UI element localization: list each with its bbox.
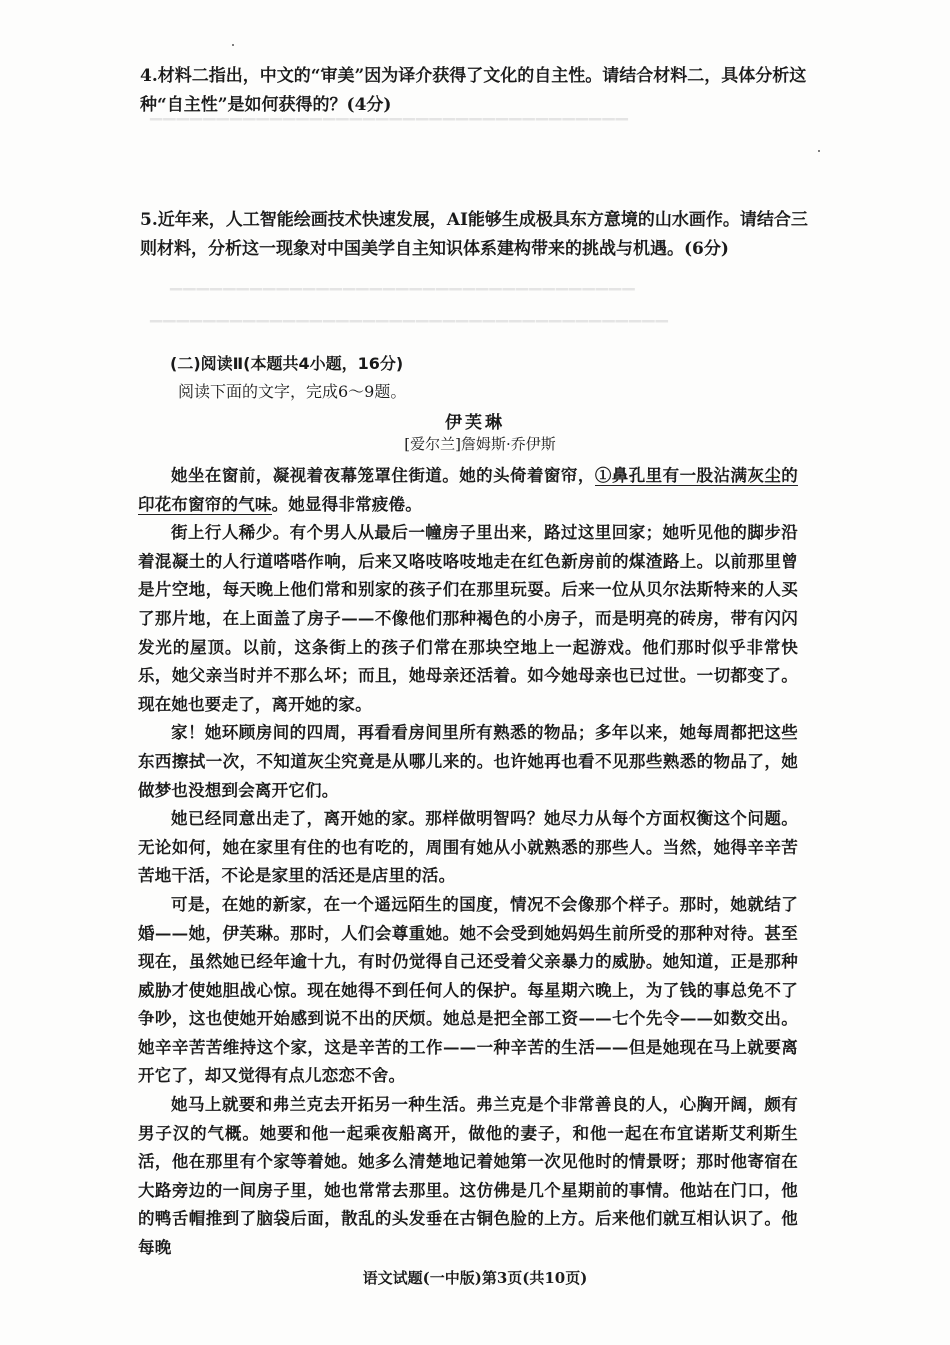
paragraph-text: 她坐在窗前，凝视着夜幕笼罩住街道。她的头倚着窗帘，	[171, 466, 595, 485]
story-title: 伊芙琳	[445, 413, 505, 433]
scan-speck	[818, 150, 820, 152]
question-number: 5.	[140, 210, 158, 230]
story-body	[138, 462, 798, 1263]
bleed-through-texture: ▔▔▔▔▔▔▔▔▔▔▔▔▔▔▔▔▔▔▔▔▔▔▔▔▔▔▔▔▔▔▔▔▔▔▔▔	[150, 118, 629, 137]
story-paragraph: 街上行人稀少。有个男人从最后一幢房子里出来，路过这里回家；她听见他的脚步沿着混凝土的人行道嗒嗒作响，后来又咯吱咯吱地走在红色新房前的煤渣路上。以前那里曾是片空地，每天晚上他们常和别家的孩子们在那里玩耍。后来一位从贝尔法斯特来的人买了那片地，在上面盖了房子——不像他们那种褐色的小房子，而是明亮的砖房，带有闪闪发光的屋顶。以前，这条街上的孩子们常在那块空地上一起游戏。他们那时似乎非常快乐，她父亲当时并不那么坏；而且，她母亲还活着。如今她母亲也已过世。一切都变了。现在她也要走了，离开她的家。	[138, 523, 798, 714]
question-number: 4.	[140, 66, 158, 86]
paragraph-text: 。她显得非常疲倦。	[271, 494, 422, 514]
section-title: (二)阅读Ⅱ(本题共4小题，16分)	[170, 354, 404, 373]
story-author: [爱尔兰]詹姆斯·乔伊斯	[404, 435, 556, 453]
section-instruction: 阅读下面的文字，完成6～9题。	[178, 382, 407, 401]
story-paragraph: 家！她环顾房间的四周，再看看房间里所有熟悉的物品；多年以来，她每周都把这些东西擦拭一次，不知道灰尘究竟是从哪儿来的。也许她再也看不见那些熟悉的物品了，她做梦也没想到会离开它们。	[138, 723, 798, 800]
bleed-through-texture: ▔▔▔▔▔▔▔▔▔▔▔▔▔▔▔▔▔▔▔▔▔▔▔▔▔▔▔▔▔▔▔▔▔▔▔	[170, 288, 636, 307]
question-4	[140, 62, 810, 120]
story-paragraph: 可是，在她的新家，在一个遥远陌生的国度，情况不会像那个样子。那时，她就结了婚——她，伊芙琳。那时，人们会尊重她。她不会受到她妈妈生前所受的那种对待。甚至现在，虽然她已经年逾十九，有时仍觉得自己还受着父亲暴力的威胁。她知道，正是那种威胁才使她胆战心惊。现在她得不到任何人的保护。每星期六晚上，为了钱的事总免不了争吵，这也使她开始感到说不出的厌烦。她总是把全部工资——七个先令——如数交出。她辛辛苦苦维持这个家，这是辛苦的工作——一种辛苦的生活——但是她现在马上就要离开它了，却又觉得有点儿恋恋不舍。	[138, 894, 798, 1086]
story-paragraph: 她已经同意出走了，离开她的家。那样做明智吗？她尽力从每个方面权衡这个问题。无论如何，她在家里有住的也有吃的，周围有她从小就熟悉的那些人。当然，她得辛辛苦苦地干活，不论是家里的活还是店里的活。	[138, 809, 798, 886]
bleed-through-texture: ▔▔▔▔▔▔▔▔▔▔▔▔▔▔▔▔▔▔▔▔▔▔▔▔▔▔▔▔▔▔▔▔▔▔▔▔▔▔▔	[150, 320, 669, 339]
question-5	[140, 206, 810, 264]
scan-speck	[232, 44, 234, 46]
question-text: 材料二指出，中文的“审美”因为译介获得了文化的自主性。请结合材料二，具体分析这种“自主性”是如何获得的？(4分)	[140, 66, 807, 115]
story-paragraph: 她马上就要和弗兰克去开拓另一种生活。弗兰克是个非常善良的人，心胸开阔，颇有男子汉的气概。她要和他一起乘夜船离开，做他的妻子，和他一起在布宜诺斯艾利斯生活，他在那里有个家等着她。她多么清楚地记着她第一次见他时的情景呀；那时他寄宿在大路旁边的一间房子里，她也常常去那里。这仿佛是几个星期前的事情。他站在门口，他的鸭舌帽推到了脑袋后面，散乱的头发垂在古铜色脸的上方。后来他们就互相认识了。他每晚	[138, 1095, 798, 1258]
page-footer: 语文试题(一中版)第3页(共10页)	[362, 1269, 588, 1287]
story-paragraph	[138, 462, 798, 519]
question-text: 近年来，人工智能绘画技术快速发展，AI能够生成极具东方意境的山水画作。请结合三则材料，分析这一现象对中国美学自主知识体系建构带来的挑战与机遇。(6分)	[140, 210, 808, 259]
underlined-sentence-1: ①鼻孔里有一股沾满灰尘的印花布窗帘的气味	[138, 466, 799, 514]
